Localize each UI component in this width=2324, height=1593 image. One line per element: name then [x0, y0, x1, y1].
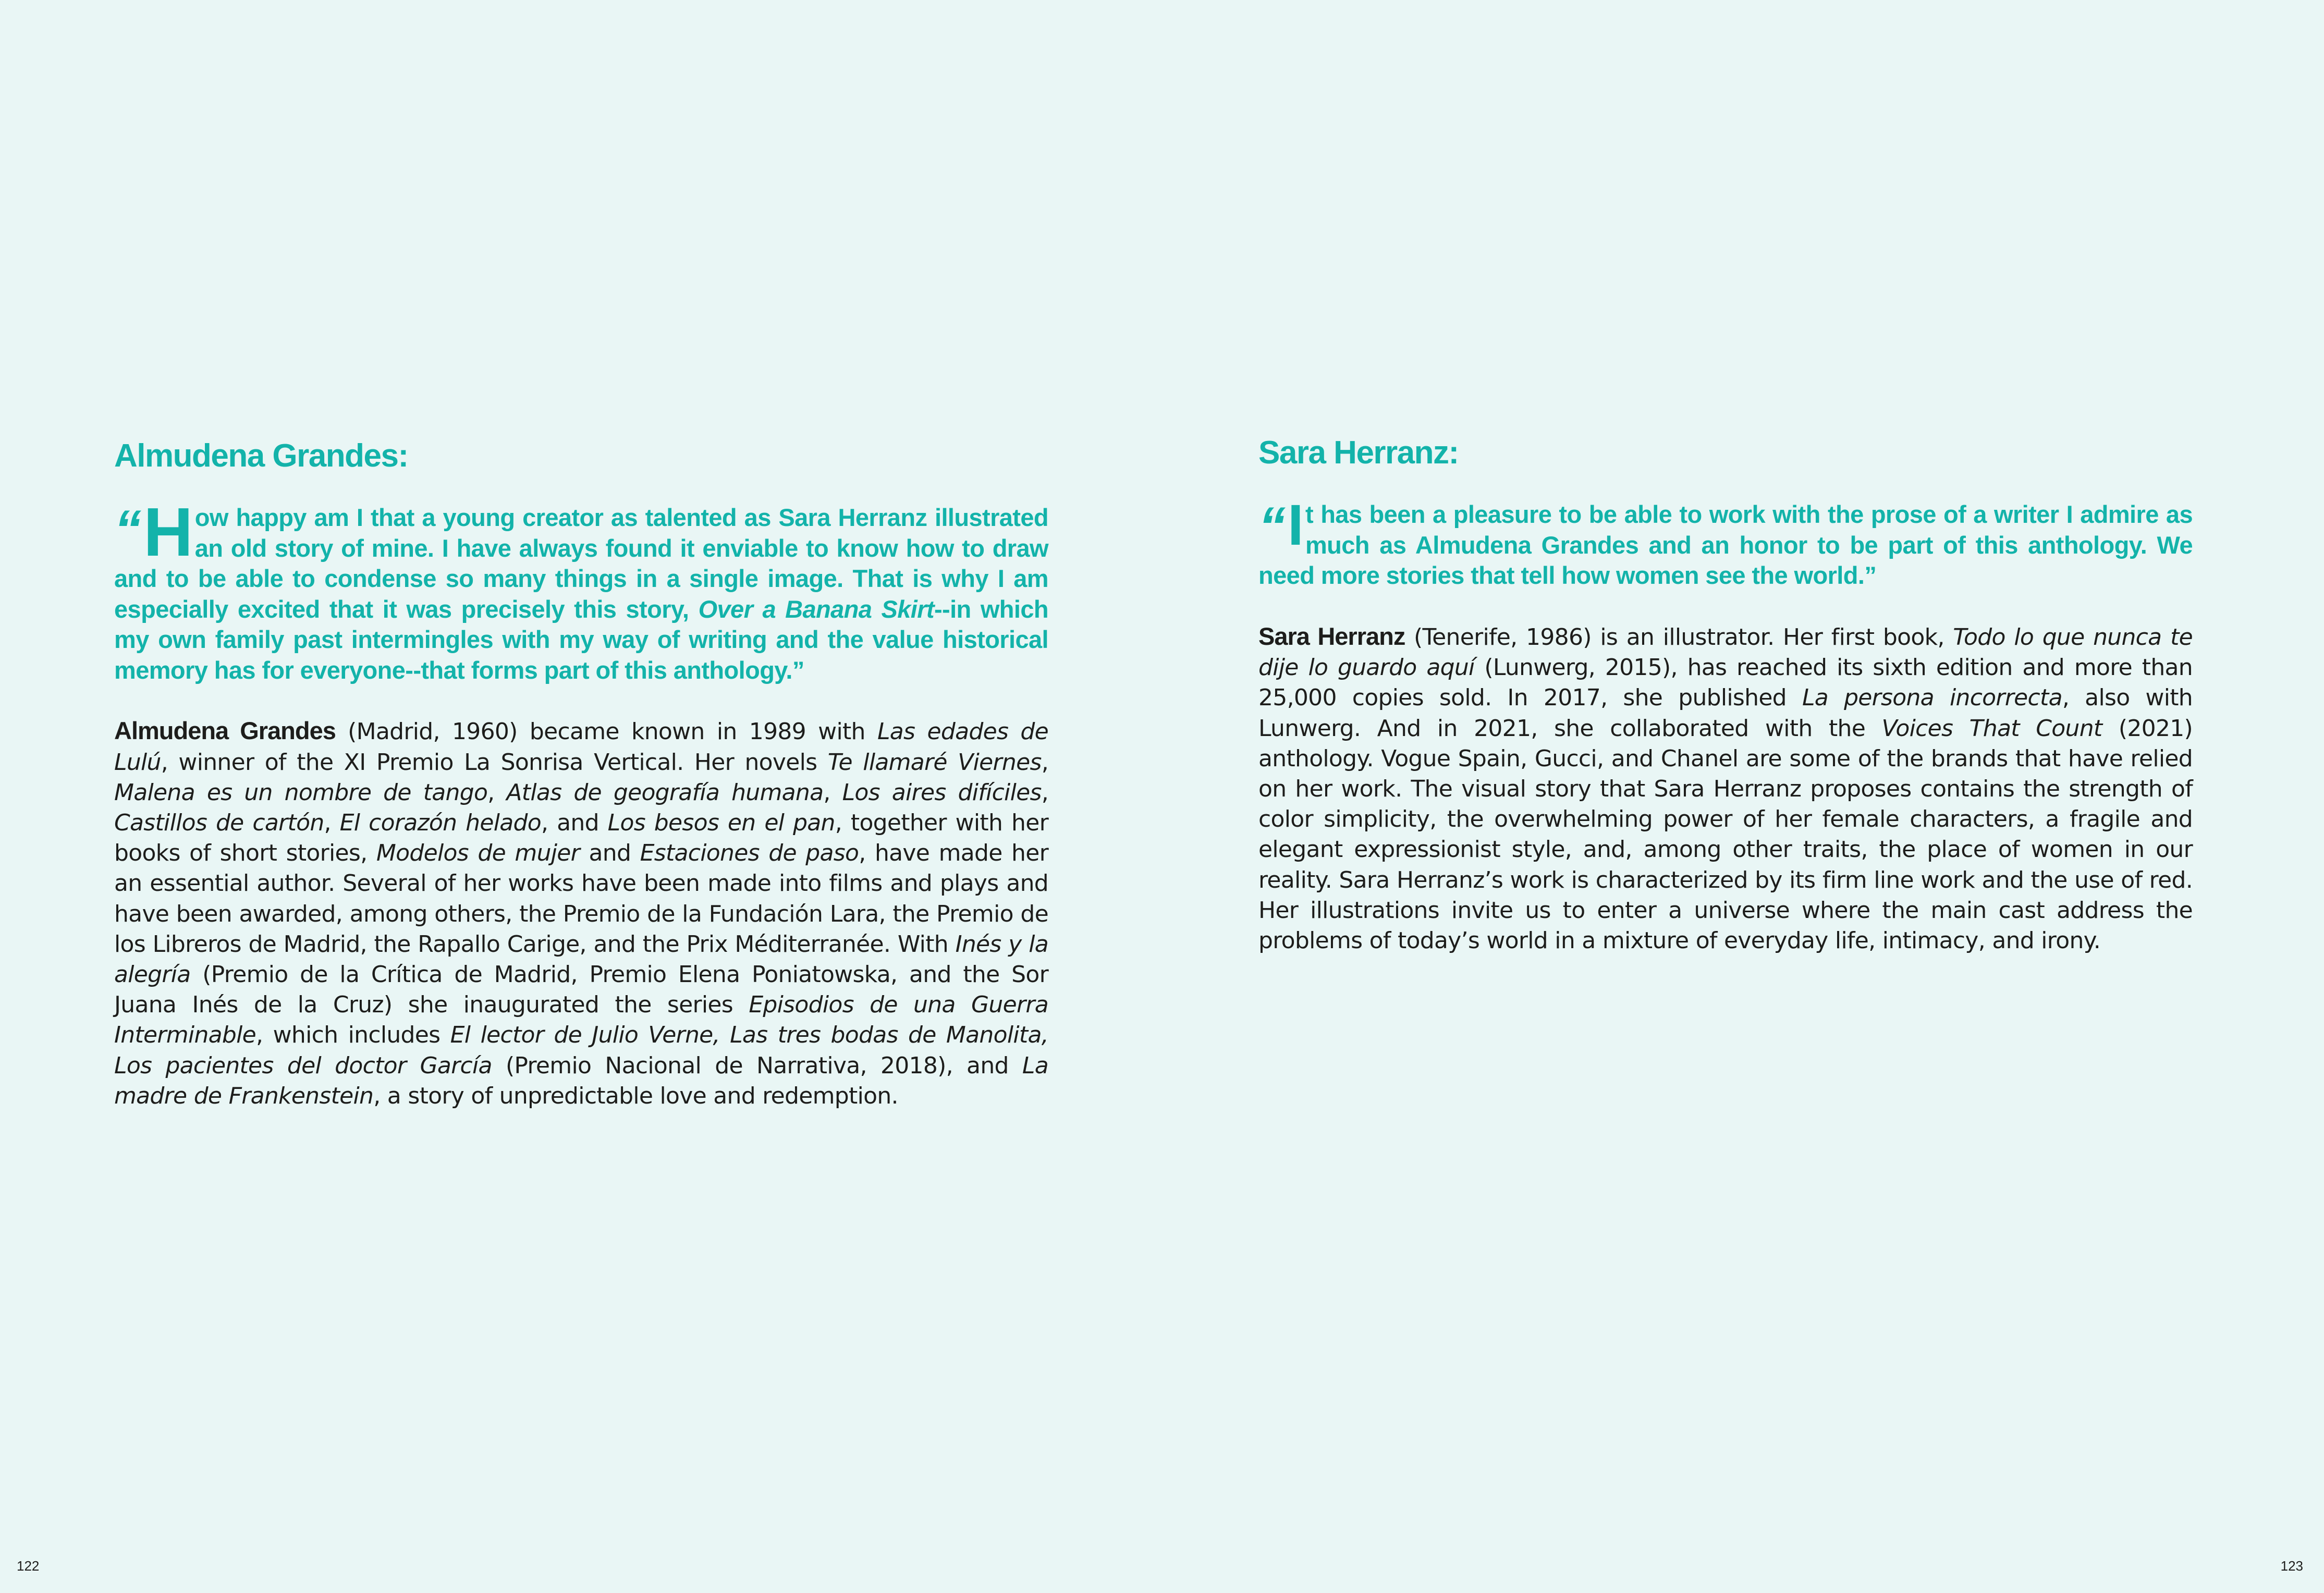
bio-text: (Lunwerg, 2015), has reached its sixth edition and more than 25,000 copies sold. In 2017, she published [1258, 654, 2193, 712]
bio-text: (Premio Nacional de Narrativa, 2018), and [492, 1052, 1022, 1079]
quote-drop-cap: I [1288, 493, 1303, 558]
bio-title: Los besos en el pan [607, 810, 835, 836]
bio-title: Voices That Count [1881, 715, 2102, 742]
bio-name: Sara Herranz [1258, 622, 1405, 650]
bio-text: , [1041, 779, 1048, 806]
bio-title: Los aires difíciles [842, 779, 1042, 806]
bio-text: (Premio de la Crítica de Madrid, Premio Elena Poniatowska, and the Sor Juana Inés de la Cruz) she inaugurated the series [114, 961, 1048, 1019]
bio-name: Almudena Grandes [114, 717, 336, 745]
bio-text: (Madrid, 1960) became known in 1989 with [335, 718, 877, 745]
quote-text-b: --in which my own family past intermingles with my way of writing and the value historical memory has for everyone--that forms part of this anthology.” [114, 595, 1048, 684]
bio-text: , have made her an essential author. Several of her works have been made into films and plays and have been awarded, among others, the Premio de la Fundación Lara, the Premio de los Libreros de Madrid, the Rapallo Carige, and the Prix Méditerranée. With [114, 840, 1049, 958]
author-quote [114, 494, 1048, 685]
quote-drop-cap: H [143, 494, 193, 571]
bio-title: La madre de Frankenstein [114, 1052, 1048, 1109]
bio-title: Atlas de geografía humana [506, 779, 824, 806]
bio-text: , and [541, 810, 608, 836]
author-heading: Almudena Grandes: [114, 438, 408, 474]
bio-text: , also with Lunwerg. And in 2021, she collaborated with the [1258, 684, 2193, 742]
bio-text: , [1041, 749, 1048, 776]
bio-title: Te llamaré Viernes [827, 749, 1042, 776]
bio-title: El corazón helado [339, 810, 541, 836]
right-page-column [1258, 434, 2193, 956]
quote-text-a: ow happy am I that a young creator as talented as Sara Herranz illustrated an old story of mine. I have always found it enviable to know how to draw and to be able to condense so many things in a single image. That is why I am especially excited that it was precisely this story, [114, 504, 1048, 623]
bio-text: , [324, 810, 340, 836]
left-page-column [114, 437, 1048, 1111]
bio-text: (Tenerife, 1986) is an illustrator. Her first book, [1405, 623, 1953, 651]
illustrator-quote [1258, 493, 2193, 591]
bio-title: Modelos de mujer [376, 840, 580, 867]
bio-title: El lector de Julio Verne, Las tres bodas de Manolita, Los pacientes del doctor García [114, 1022, 1048, 1079]
bio-text: , a story of unpredictable love and redemption. [373, 1082, 898, 1109]
page-number-left: 122 [17, 1558, 40, 1574]
bio-text: , [487, 779, 507, 806]
bio-text: , [823, 779, 842, 806]
author-bio [114, 716, 1048, 1111]
quote-story-title: Over a Banana Skirt [698, 595, 934, 623]
bio-text: (2021) anthology. Vogue Spain, Gucci, and Chanel are some of the brands that have relied on her work. The visual story that Sara Herranz proposes contains the strength of color simplicity, the overwhelming power of her female characters, a fragile and elegant expressionist style, and, among other traits, the place of women in our reality. Sara Herranz’s work is characterized by its firm line work and the use of red. Her illustrations invite us to enter a universe where the main cast address the problems of today’s world in a mixture of everyday life, intimacy, and irony. [1258, 715, 2193, 954]
bio-title: Malena es un nombre de tango [114, 779, 488, 806]
bio-title: Todo lo que nunca te dije lo guardo aquí [1258, 623, 2193, 681]
quote-mark: “ [1258, 496, 1279, 557]
bio-title: Inés y la alegría [114, 930, 1048, 988]
bio-text: , winner of the XI Premio La Sonrisa Vertical. Her novels [161, 749, 828, 776]
bio-text: , which includes [256, 1022, 450, 1049]
quote-text-a: t has been a pleasure to be able to work with the prose of a writer I admire as much as Almudena Grandes and an honor to be part of this anthology. We need more stories that tell how women see the world.” [1258, 500, 2193, 590]
illustrator-bio [1258, 621, 2193, 956]
page-number-right: 123 [2280, 1558, 2303, 1574]
illustrator-heading: Sara Herranz: [1258, 435, 1459, 471]
bio-title: La persona incorrecta [1802, 684, 2062, 712]
bio-text: and [580, 840, 640, 867]
bio-text: , together with her books of short stories, [114, 810, 1048, 867]
bio-title: Episodios de una Guerra Interminable [114, 991, 1048, 1049]
bio-title: Las edades de Lulú [114, 718, 1048, 776]
bio-title: Castillos de cartón [114, 810, 324, 836]
bio-title: Estaciones de paso [640, 840, 859, 867]
quote-mark: “ [114, 499, 135, 560]
